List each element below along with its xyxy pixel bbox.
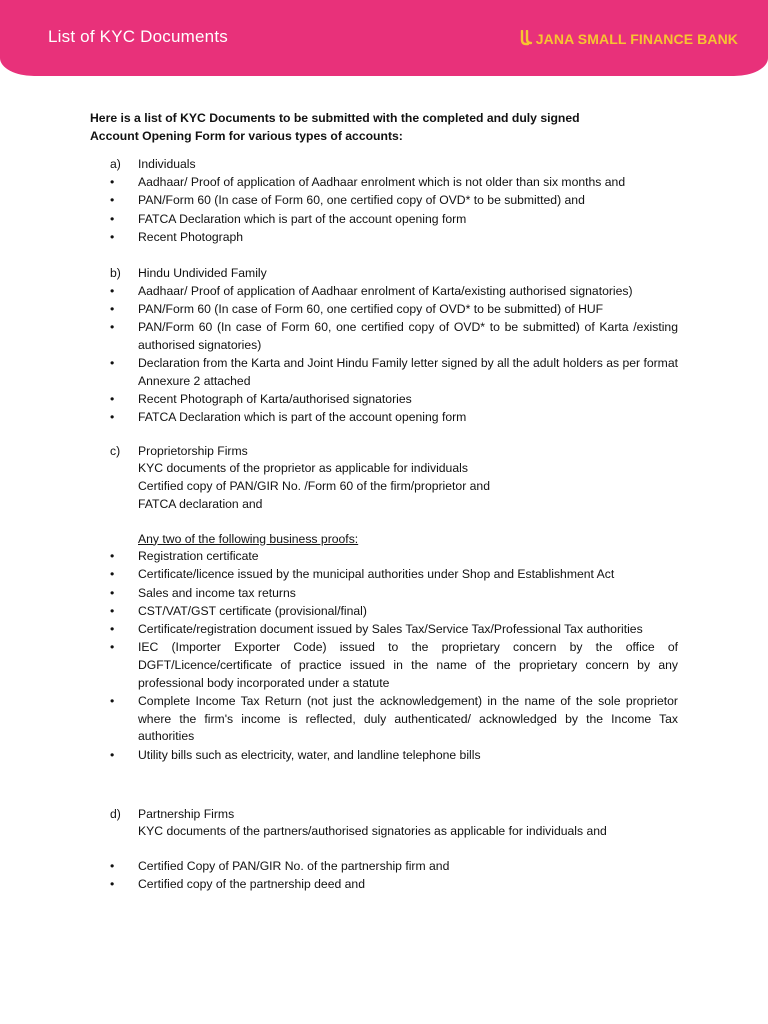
section-title: Proprietorship Firms	[138, 443, 248, 458]
list-item: • FATCA Declaration which is part of the account opening form	[90, 211, 678, 229]
list-item: • Certificate/licence issued by the municipal authorities under Shop and Establishment Act	[90, 566, 678, 584]
list-item: • Sales and income tax returns	[90, 585, 678, 603]
section-c-line: FATCA declaration and	[138, 496, 263, 511]
list-item: • Certified Copy of PAN/GIR No. of the partnership firm and	[90, 858, 678, 876]
section-a-heading	[90, 156, 678, 174]
business-proofs-subheading: Any two of the following business proofs:	[138, 531, 359, 546]
list-item: • Recent Photograph	[90, 229, 678, 247]
list-item: • FATCA Declaration which is part of the account opening form	[90, 409, 678, 427]
document-body	[90, 110, 678, 895]
list-item: • Recent Photograph of Karta/authorised signatories	[90, 391, 678, 409]
intro-line-2: Account Opening Form for various types of accounts:	[90, 128, 403, 143]
list-item: • Certified copy of the partnership deed and	[90, 876, 678, 894]
section-c-list	[90, 548, 678, 764]
section-letter: b)	[110, 265, 121, 280]
section-c-heading	[90, 443, 678, 461]
section-c-line: Certified copy of PAN/GIR No. /Form 60 of the firm/proprietor and	[138, 479, 490, 494]
section-a-list	[90, 174, 678, 246]
list-item: • PAN/Form 60 (In case of Form 60, one certified copy of OVD* to be submitted) of HUF	[90, 301, 678, 319]
list-item: • Utility bills such as electricity, water, and landline telephone bills	[90, 747, 678, 765]
list-item: • PAN/Form 60 (In case of Form 60, one certified copy of OVD* to be submitted) and	[90, 192, 678, 210]
jana-logo-icon	[519, 30, 533, 47]
section-d-list	[90, 858, 678, 894]
list-item: • Registration certificate	[90, 548, 678, 566]
spacer	[90, 514, 678, 531]
section-letter: d)	[110, 806, 121, 821]
section-d-line: KYC documents of the partners/authorised signatories as applicable for individuals and	[138, 824, 607, 839]
list-item: • Aadhaar/ Proof of application of Aadhaar enrolment of Karta/existing authorised signatories)	[90, 283, 678, 301]
list-item: • CST/VAT/GST certificate (provisional/final)	[90, 603, 678, 621]
intro-line-1: Here is a list of KYC Documents to be submitted with the completed and duly signed	[90, 111, 580, 125]
section-b-heading	[90, 265, 678, 283]
bank-name: JANA SMALL FINANCE BANK	[535, 30, 738, 47]
spacer	[90, 765, 678, 800]
spacer	[90, 247, 678, 265]
spacer	[90, 841, 678, 858]
list-item: • Aadhaar/ Proof of application of Aadhaar enrolment which is not older than six months and	[90, 174, 678, 192]
section-c-line: KYC documents of the proprietor as applicable for individuals	[138, 461, 468, 476]
section-d-heading	[90, 806, 678, 824]
bank-brand	[519, 30, 738, 47]
section-letter: c)	[110, 443, 121, 458]
list-item: • PAN/Form 60 (In case of Form 60, one certified copy of OVD* to be submitted) of Karta /existing authorised signatories)	[90, 319, 678, 354]
section-b-list	[90, 283, 678, 427]
page-title: List of KYC Documents	[48, 27, 228, 46]
section-title: Hindu Undivided Family	[138, 265, 267, 280]
section-letter: a)	[110, 157, 121, 172]
list-item: • Declaration from the Karta and Joint Hindu Family letter signed by all the adult holders as per format Annexure 2 attached	[90, 355, 678, 390]
section-title: Individuals	[138, 157, 196, 172]
list-item: • Certificate/registration document issued by Sales Tax/Service Tax/Professional Tax authorities	[90, 621, 678, 639]
list-item: • IEC (Importer Exporter Code) issued to the proprietary concern by the office of DGFT/Licence/certificate of practice issued in the name of the proprietary concern by any professional body incorporated under a statute	[90, 639, 678, 692]
section-title: Partnership Firms	[138, 806, 235, 821]
header-banner	[0, 0, 768, 76]
list-item: • Complete Income Tax Return (not just the acknowledgement) in the name of the sole proprietor where the firm's income is reflected, duly authenticated/ acknowledged by the Income Tax authorities	[90, 693, 678, 746]
